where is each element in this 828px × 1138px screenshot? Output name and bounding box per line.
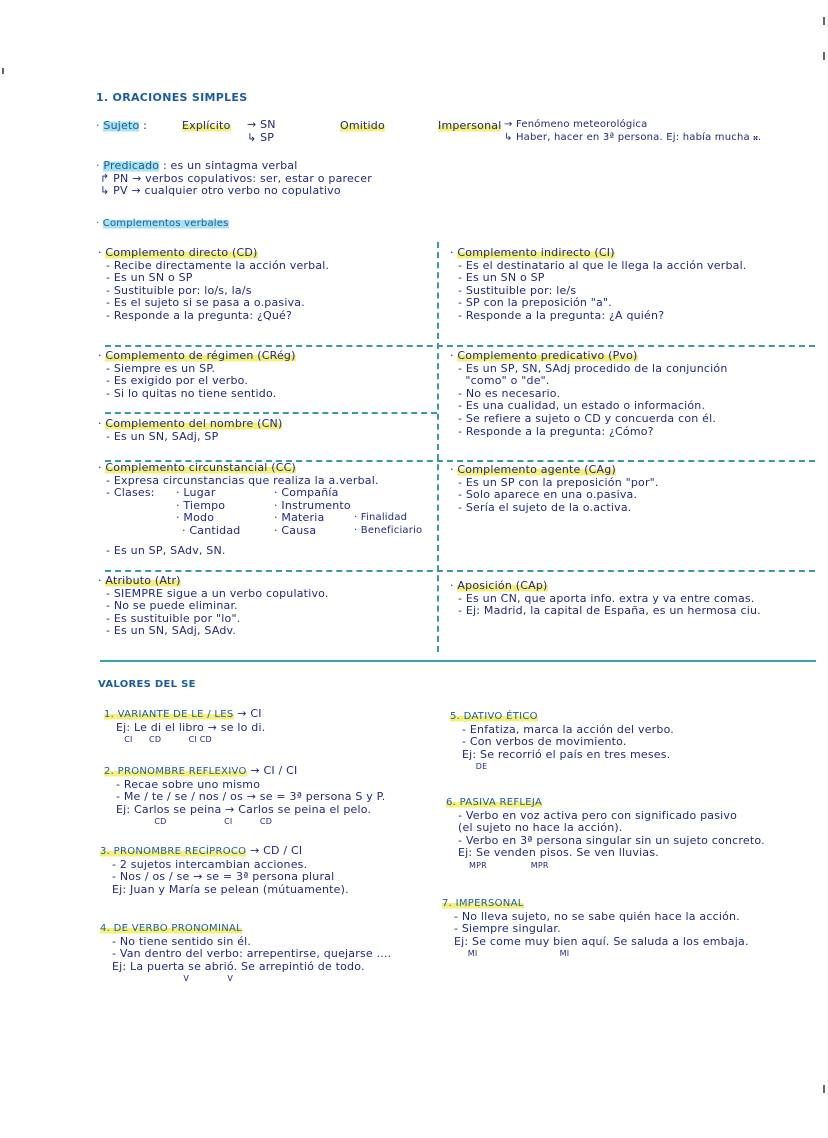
cc-clases-col3: · Finalidad · Beneficiario — [354, 512, 423, 536]
sujeto-label: Sujeto — [103, 119, 140, 132]
complemento-predicativo: · Complemento predicativo (Pvo) - Es un SP, SN, SAdj procedido de la conjunción "como" o "de". - No es necesario. - Es una cualidad, un estado o información. - Se refiere a sujeto o CD y concuerda con él. - Responde a la pregunta: ¿Cómo? — [450, 349, 728, 438]
section-divider — [100, 660, 816, 662]
sujeto-row: · Sujeto : — [96, 119, 148, 132]
explicito-items: → SN ↳ SP — [247, 118, 276, 144]
section-title-valores-se: VALORES DEL SE — [98, 679, 196, 690]
cc-clases-col1: · Lugar · Tiempo · Modo · Cantidad — [176, 486, 241, 537]
scan-mark — [2, 68, 4, 74]
grid-divider — [105, 345, 815, 347]
grid-divider — [105, 570, 815, 572]
grid-divider — [105, 412, 437, 414]
complemento-circunstancial: · Complemento circunstancial (CC) - Expresa circunstancias que realiza la a.verbal. - Clases: — [98, 461, 379, 500]
scan-mark — [823, 52, 825, 60]
scan-mark — [823, 17, 825, 25]
valor-se-2: 2. PRONOMBRE REFLEXIVO → CI / CI - Recae sobre uno mismo - Me / te / se / nos / os → se = 3ª persona S y P. Ej: Carlos se peina → Carlos se peina el pelo. CD CI CD — [104, 764, 386, 827]
complementos-verbales-label: · Complementos verbales — [96, 218, 229, 229]
complemento-regimen: · Complemento de régimen (CRég) - Siempre es un SP. - Es exigido por el verbo. - Si lo quitas no tiene sentido. — [98, 349, 296, 400]
grid-divider-vertical — [437, 242, 439, 652]
sujeto-explicito: Explícito — [182, 119, 231, 132]
complemento-nombre: · Complemento del nombre (CN) - Es un SN, SAdj, SP — [98, 417, 283, 443]
valor-se-4: 4. DE VERBO PRONOMINAL - No tiene sentido sin él. - Van dentro del verbo: arrepentirse, quejarse .... Ej: La puerta se abrió. Se arrepintió de todo. V V — [100, 923, 392, 984]
complemento-indirecto: · Complemento indirecto (CI) - Es el destinatario al que le llega la acción verbal. - Es un SN o SP - Sustituible por: le/s - SP con la preposición "a". - Responde a la pregunta: ¿A quién? — [450, 246, 747, 322]
section-title-oraciones-simples: 1. ORACIONES SIMPLES — [96, 91, 248, 104]
predicado-label: Predicado — [103, 159, 160, 172]
predicado-block: · Predicado : es un sintagma verbal ↱ PN → verbos copulativos: ser, estar o parecer ↳ PV → cualquier otro verbo no copulativo — [96, 159, 372, 198]
valor-se-5: 5. DATIVO ÉTICO - Enfatiza, marca la acción del verbo. - Con verbos de movimiento. Ej: Se recorrió el país en tres meses. DE — [450, 711, 675, 772]
scan-mark — [823, 1085, 825, 1093]
valor-se-3: 3. PRONOMBRE RECÍPROCO → CD / CI - 2 sujetos intercambian acciones. - Nos / os / se → se = 3ª persona plural Ej: Juan y María se pelean (mútuamente). — [100, 844, 349, 896]
atributo: · Atributo (Atr) - SIEMPRE sigue a un verbo copulativo. - No se puede eliminar. - Es sustituible por "lo". - Es un SN, SAdj, SAdv. — [98, 574, 329, 638]
cc-last-line: - Es un SP, SAdv, SN. — [106, 544, 226, 557]
cc-clases-col2: · Compañía · Instrumento · Materia · Causa — [274, 486, 351, 537]
sujeto-impersonal: Impersonal — [438, 119, 502, 132]
impersonal-items: → Fenómeno meteorológica ↳ Haber, hacer en 3ª persona. Ej: había mucha 𝄪. — [504, 119, 762, 143]
valor-se-7: 7. IMPERSONAL - No lleva sujeto, no se sabe quién hace la acción. - Siempre singular. Ej: Se come muy bien aquí. Se saluda a los embaja. MI MI — [442, 898, 749, 959]
sujeto-omitido: Omitido — [340, 119, 385, 132]
complemento-directo: · Complemento directo (CD) - Recibe directamente la acción verbal. - Es un SN o SP - Sustituible por: lo/s, la/s - Es el sujeto si se pasa a o.pasiva. - Responde a la pregunta: ¿Qué? — [98, 246, 330, 322]
aposicion: · Aposición (CAp) - Es un CN, que aporta info. extra y va entre comas. - Ej: Madrid, la capital de España, es un hermosa ciu. — [450, 579, 761, 618]
valor-se-1: 1. VARIANTE DE LE / LES → CI Ej: Le di el libro → se lo di. CI CD CI CD — [104, 707, 266, 745]
valor-se-6: 6. PASIVA REFLEJA - Verbo en voz activa pero con significado pasivo (el sujeto no hace la acción). - Verbo en 3ª persona singular sin un sujeto concreto. Ej: Se venden pisos. Se ven lluvias. MPR MPR — [446, 797, 765, 870]
complemento-agente: · Complemento agente (CAg) - Es un SP con la preposición "por". - Solo aparece en una o.pasiva. - Sería el sujeto de la o.activa. — [450, 463, 659, 514]
